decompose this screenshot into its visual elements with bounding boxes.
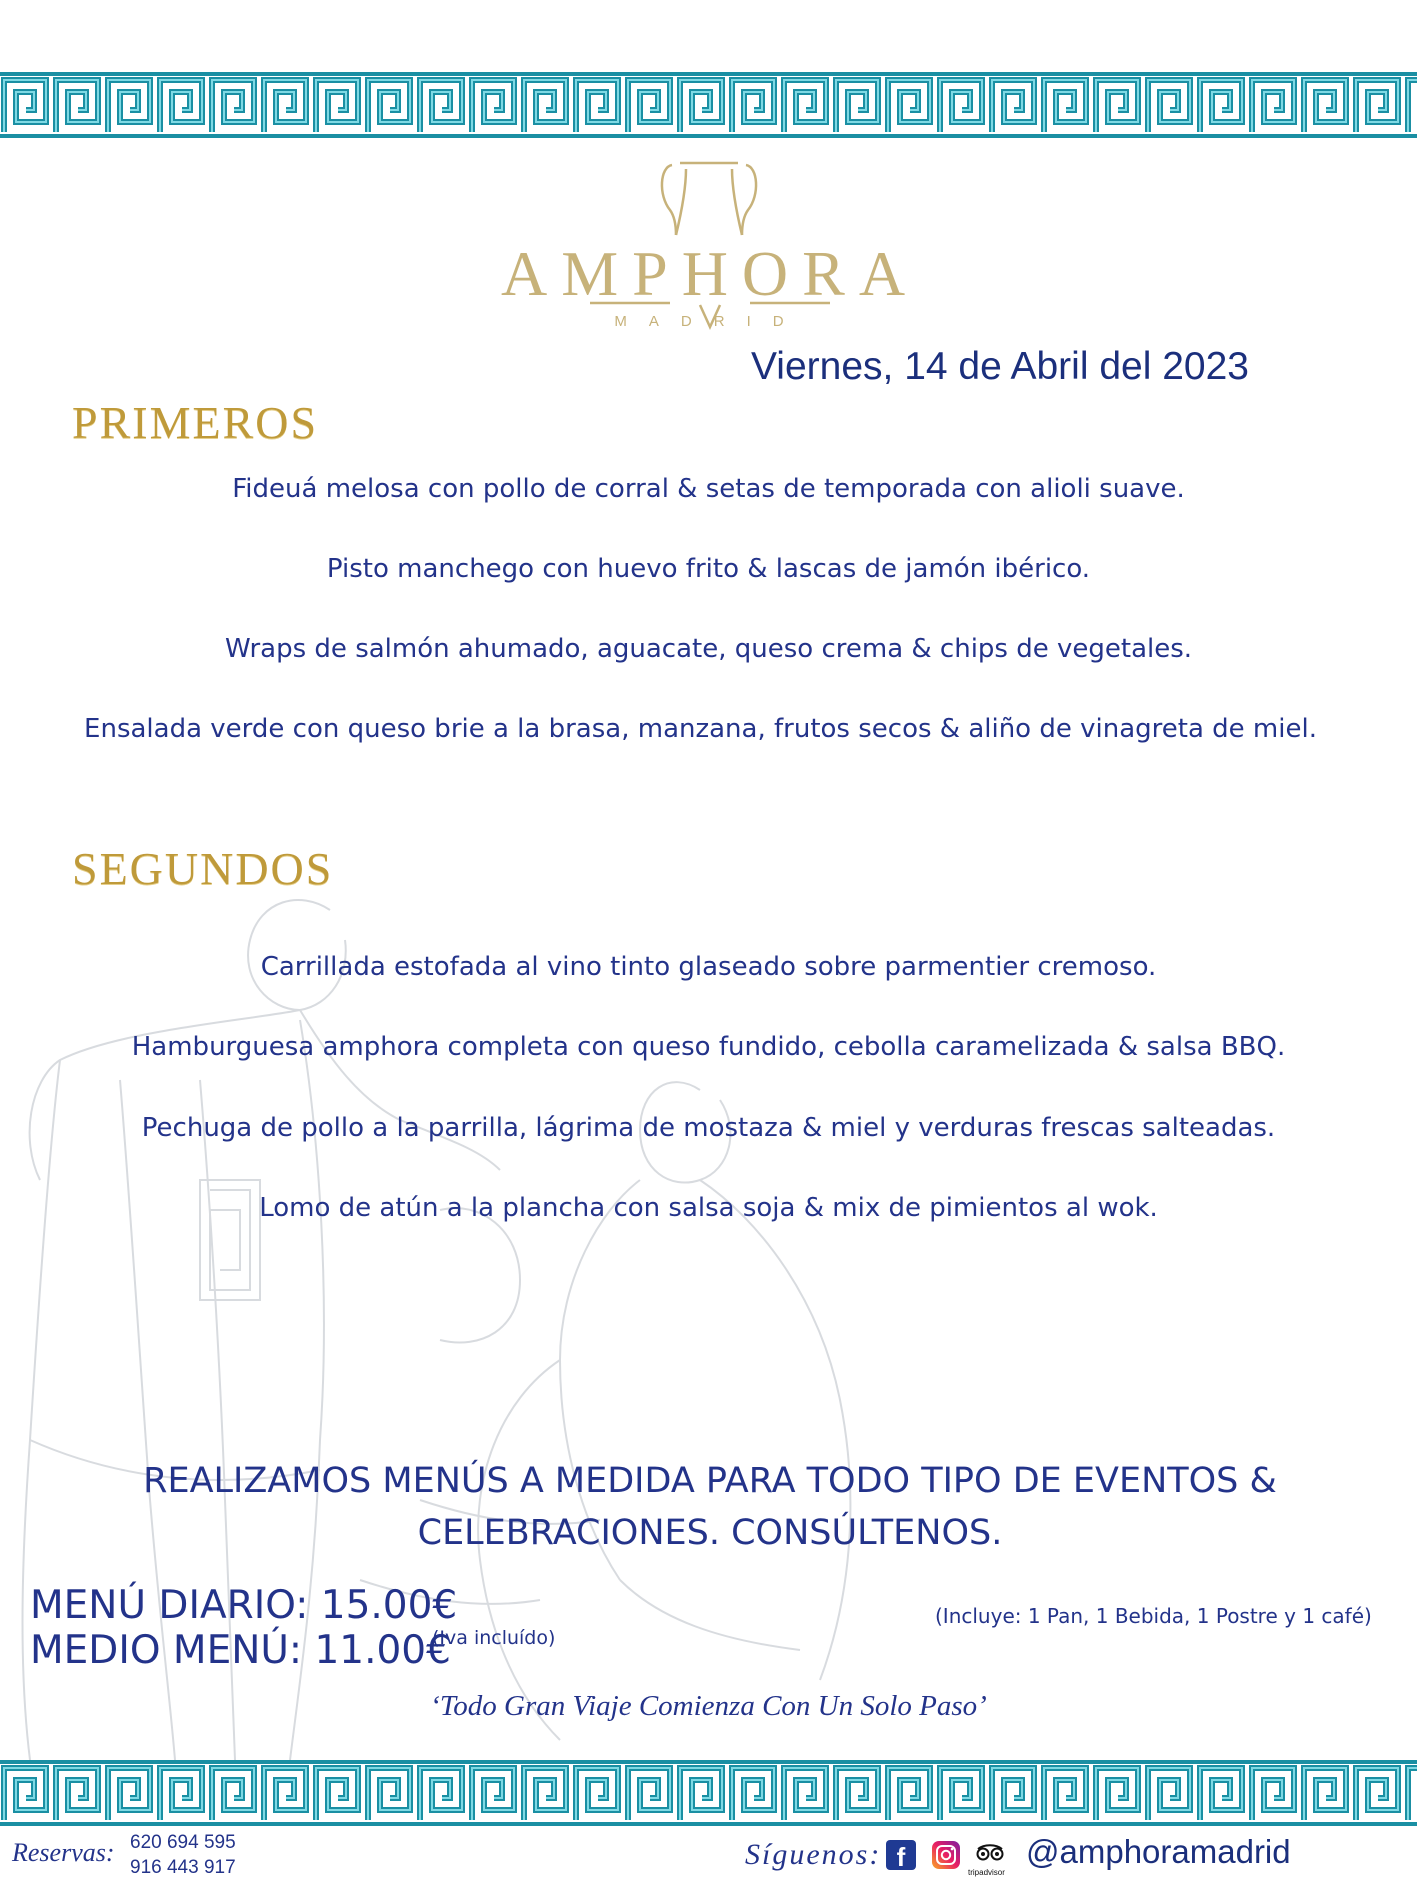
motto-quote: ‘Todo Gran Viaje Comienza Con Un Solo Paso’ <box>430 1690 987 1722</box>
events-line-1: REALIZAMOS MENÚS A MEDIDA PARA TODO TIPO DE EVENTOS & <box>143 1461 1277 1501</box>
phone-number-2[interactable]: 916 443 917 <box>130 1857 236 1878</box>
section-title-segundos: SEGUNDOS <box>72 843 334 894</box>
facebook-icon[interactable]: f <box>886 1840 916 1870</box>
brand-city: MADRID <box>614 313 806 330</box>
dish-primero-4: Ensalada verde con queso brie a la brasa, manzana, frutos secos & aliño de vinagreta de miel. <box>84 714 1317 744</box>
price-medio-menu: MEDIO MENÚ: 11.00€ <box>30 1628 451 1673</box>
dish-segundo-2: Hamburguesa amphora completa con queso fundido, cebolla caramelizada & salsa BBQ. <box>131 1032 1286 1062</box>
brand-name: AMPHORA <box>500 238 920 309</box>
dish-primero-2: Pisto manchego con huevo frito & lascas de jamón ibérico. <box>326 554 1091 584</box>
greek-key-border-bottom <box>0 1758 1417 1828</box>
iva-note: (Iva incluído) <box>432 1627 556 1649</box>
dish-primero-1: Fideuá melosa con pollo de corral & setas de temporada con alioli suave. <box>232 474 1185 504</box>
tripadvisor-label: tripadvisor <box>968 1868 1005 1877</box>
price-menu-diario: MENÚ DIARIO: 15.00€ <box>30 1583 458 1628</box>
dish-segundo-1: Carrillada estofada al vino tinto glaseado sobre parmentier cremoso. <box>260 952 1157 982</box>
dish-segundo-3: Pechuga de pollo a la parrilla, lágrima de mostaza & miel y verduras frescas salteadas. <box>141 1113 1276 1143</box>
siguenos-label: Síguenos: <box>745 1838 882 1871</box>
events-line-2: CELEBRACIONES. CONSÚLTENOS. <box>417 1513 1003 1553</box>
phone-number-1[interactable]: 620 694 595 <box>130 1832 236 1853</box>
dish-primero-3: Wraps de salmón ahumado, aguacate, queso crema & chips de vegetales. <box>224 634 1193 664</box>
instagram-icon[interactable] <box>931 1840 961 1870</box>
includes-note: (Incluye: 1 Pan, 1 Bebida, 1 Postre y 1 café) <box>935 1604 1372 1628</box>
social-handle[interactable]: @amphoramadrid <box>1026 1833 1291 1870</box>
section-title-primeros: PRIMEROS <box>72 397 319 448</box>
greek-key-border-top <box>0 70 1417 140</box>
dish-segundo-4: Lomo de atún a la plancha con salsa soja & mix de pimientos al wok. <box>259 1193 1158 1223</box>
menu-date: Viernes, 14 de Abril del 2023 <box>751 345 1249 388</box>
reservas-label: Reservas: <box>12 1838 115 1867</box>
amphora-logo <box>500 155 920 345</box>
events-notice <box>110 1455 1310 1559</box>
